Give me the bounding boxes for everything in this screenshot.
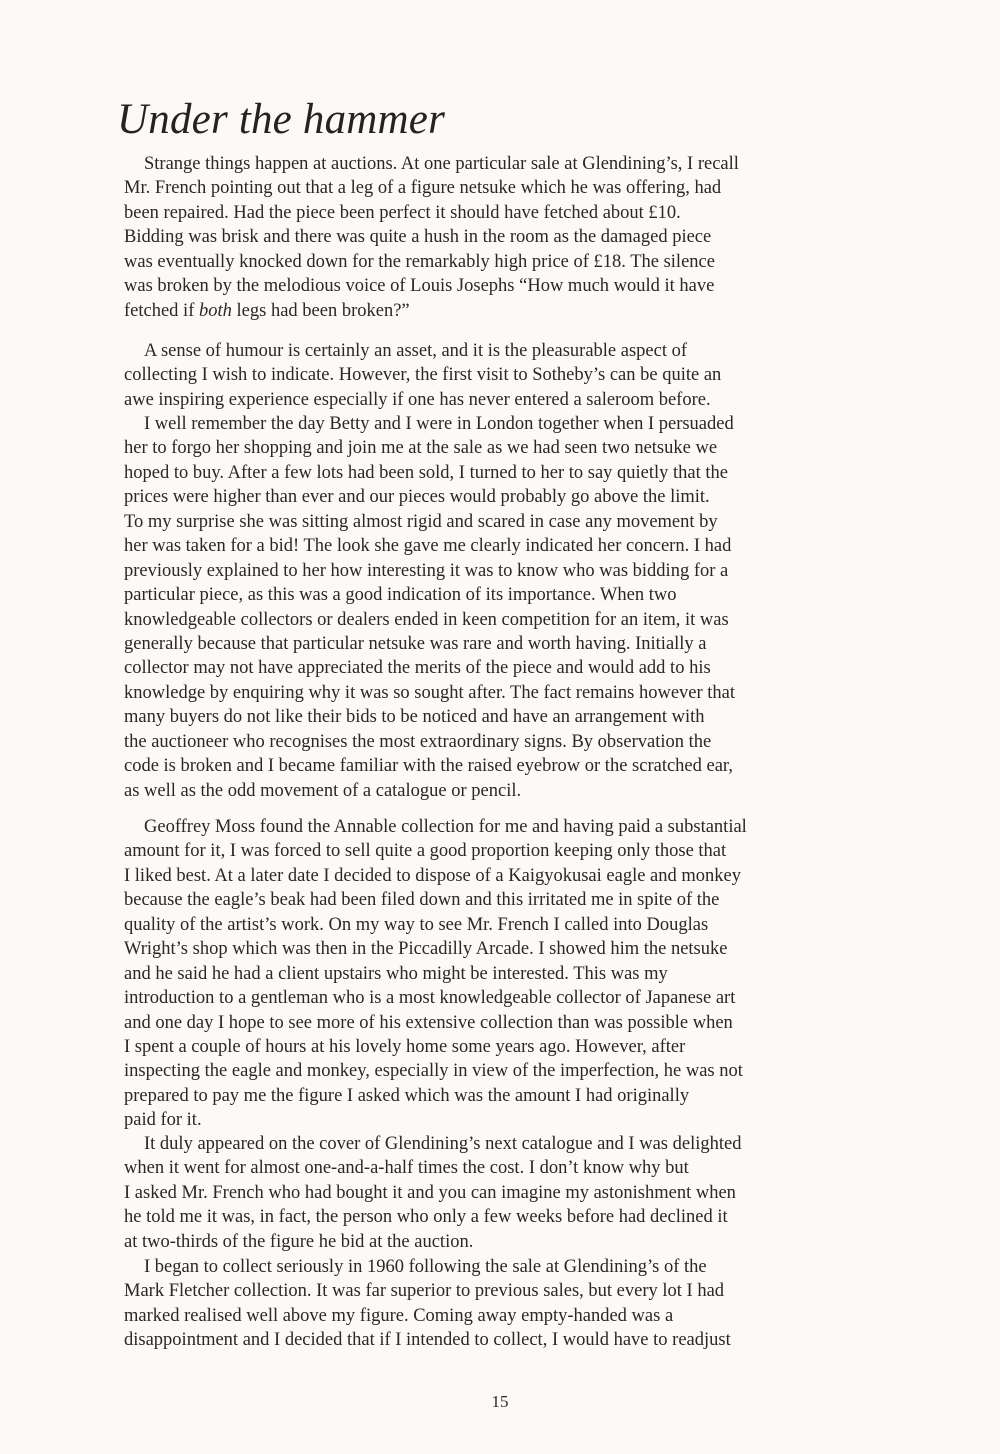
text-line: I asked Mr. French who had bought it and you can imagine my astonishment when [124, 1182, 736, 1203]
text-run: fetched if [124, 300, 199, 321]
text-line: was eventually knocked down for the remarkably high price of £18. The silence [124, 251, 715, 272]
text-line: hoped to buy. After a few lots had been sold, I turned to her to say quietly that the [124, 462, 729, 483]
text-line: particular piece, as this was a good indication of its importance. When two [124, 585, 677, 606]
text-line: many buyers do not like their bids to be noticed and have an arrangement with [124, 707, 705, 728]
text-line: her to forgo her shopping and join me at the sale as we had seen two netsuke we [124, 438, 718, 459]
text-line: knowledgeable collectors or dealers ended in keen competition for an item, it was [124, 609, 729, 630]
text-line: I began to collect seriously in 1960 following the sale at Glendining’s of the [144, 1257, 707, 1277]
text-line-with-emphasis [124, 299, 844, 323]
text-line: was broken by the melodious voice of Louis Josephs “How much would it have [124, 276, 715, 297]
paragraph-2 [124, 339, 844, 412]
text-line: paid for it. [124, 1110, 202, 1131]
text-run: legs had been broken?” [231, 300, 410, 321]
text-line: when it went for almost one-and-a-half times the cost. I don’t know why but [124, 1158, 689, 1179]
text-line: code is broken and I became familiar with the raised eyebrow or the scratched ear, [124, 756, 733, 777]
text-line: prepared to pay me the figure I asked which was the amount I had originally [124, 1085, 690, 1106]
text-line: the auctioneer who recognises the most extraordinary signs. By observation the [124, 731, 712, 752]
paragraph-3 [124, 412, 844, 803]
text-line: collector may not have appreciated the merits of the piece and would add to his [124, 658, 711, 679]
text-line: I well remember the day Betty and I were in London together when I persuaded [144, 414, 734, 434]
chapter-title: Under the hammer [117, 96, 446, 143]
text-line: awe inspiring experience especially if one has never entered a saleroom before. [124, 389, 711, 410]
paragraph-6 [124, 1255, 844, 1353]
text-line: previously explained to her how interesting it was to know who was bidding for a [124, 560, 729, 581]
text-line: and he said he had a client upstairs who might be interested. This was my [124, 963, 668, 984]
text-line: because the eagle’s beak had been filed down and this irritated me in spite of the [124, 890, 720, 911]
text-line: Strange things happen at auctions. At one particular sale at Glendining’s, I recall [144, 154, 739, 174]
text-line: collecting I wish to indicate. However, the first visit to Sotheby’s can be quite an [124, 365, 722, 386]
text-line: knowledge by enquiring why it was so sought after. The fact remains however that [124, 682, 736, 703]
text-line: marked realised well above my figure. Coming away empty-handed was a [124, 1305, 674, 1326]
text-line: To my surprise she was sitting almost rigid and scared in case any movement by [124, 511, 718, 532]
paragraph-4 [124, 815, 844, 1133]
text-line: at two-thirds of the figure he bid at the auction. [124, 1231, 474, 1252]
text-line: Wright’s shop which was then in the Piccadilly Arcade. I showed him the netsuke [124, 939, 728, 960]
text-line: Bidding was brisk and there was quite a hush in the room as the damaged piece [124, 227, 712, 248]
text-line: he told me it was, in fact, the person who only a few weeks before had declined it [124, 1207, 728, 1228]
text-line: introduction to a gentleman who is a most knowledgeable collector of Japanese art [124, 988, 736, 1009]
text-line: and one day I hope to see more of his extensive collection than was possible when [124, 1012, 733, 1033]
text-line: disappointment and I decided that if I intended to collect, I would have to readjust [124, 1330, 731, 1351]
text-line: as well as the odd movement of a catalogue or pencil. [124, 780, 522, 801]
text-line: been repaired. Had the piece been perfect it should have fetched about £10. [124, 202, 681, 223]
text-line: Geoffrey Moss found the Annable collection for me and having paid a substantial [144, 817, 747, 837]
text-line: I liked best. At a later date I decided to dispose of a Kaigyokusai eagle and monkey [124, 865, 741, 886]
paragraph-5 [124, 1132, 844, 1254]
text-line: Mr. French pointing out that a leg of a figure netsuke which he was offering, had [124, 178, 722, 199]
page-number: 15 [491, 1392, 509, 1411]
text-line: prices were higher than ever and our pieces would probably go above the limit. [124, 487, 710, 508]
text-line: I spent a couple of hours at his lovely home some years ago. However, after [124, 1036, 686, 1057]
text-line: Mark Fletcher collection. It was far superior to previous sales, but every lot I had [124, 1281, 725, 1302]
text-line: her was taken for a bid! The look she gave me clearly indicated her concern. I had [124, 536, 732, 557]
text-line: generally because that particular netsuke was rare and worth having. Initially a [124, 633, 707, 654]
text-line: inspecting the eagle and monkey, especially in view of the imperfection, he was not [124, 1061, 743, 1082]
text-line: quality of the artist’s work. On my way to see Mr. French I called into Douglas [124, 914, 709, 935]
text-line: It duly appeared on the cover of Glendining’s next catalogue and I was delighted [144, 1134, 742, 1154]
paragraph-1 [124, 152, 844, 323]
text-line: A sense of humour is certainly an asset, and it is the pleasurable aspect of [144, 341, 688, 361]
text-line: amount for it, I was forced to sell quite a good proportion keeping only those that [124, 841, 727, 862]
italic-word: both [199, 300, 232, 321]
